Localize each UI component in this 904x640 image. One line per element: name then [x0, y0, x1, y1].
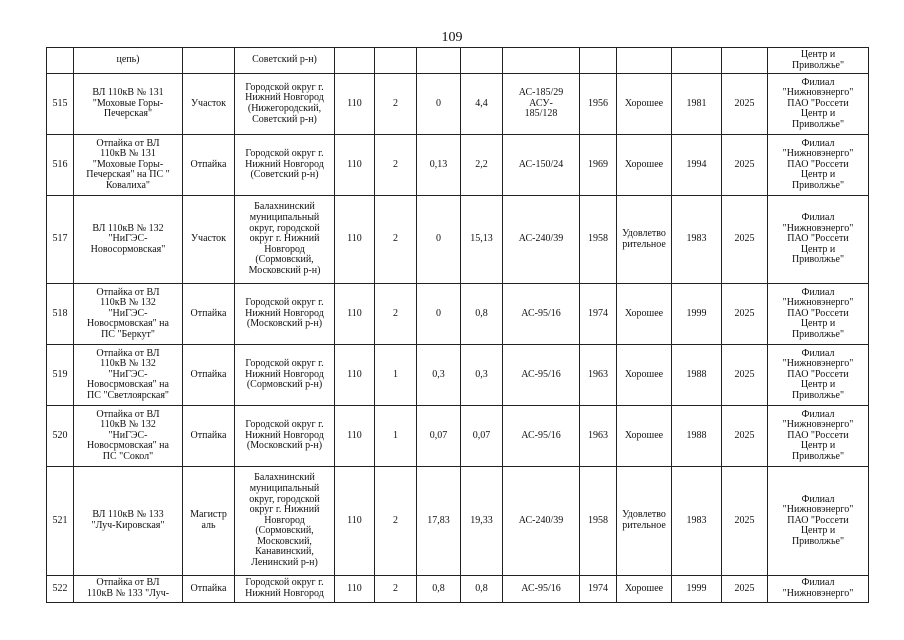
cell-year-built: 1963 — [580, 406, 617, 467]
cell-wire: АС-240/39 — [503, 467, 580, 576]
cell-condition: Хорошее — [617, 406, 672, 467]
cell-owner: Филиал "Нижновэнерго" ПАО "Россети Центр и Приволжье" — [768, 74, 869, 135]
cell-length-b: 15,13 — [461, 196, 503, 284]
cell-location: Городской округ г. Нижний Новгород — [235, 576, 335, 603]
cell-year-repair: 1999 — [672, 284, 722, 345]
cell-voltage: 110 — [335, 345, 375, 406]
table-row — [47, 345, 869, 406]
cell-name: Отпайка от ВЛ 110кВ № 132 "НиГЭС- Новосрмовская" на ПС "Светлоярская" — [74, 345, 183, 406]
table-row — [47, 48, 869, 74]
cell-year-repair: 1983 — [672, 196, 722, 284]
cell-owner: Филиал "Нижновэнерго" ПАО "Россети Центр и Приволжье" — [768, 467, 869, 576]
table-row — [47, 406, 869, 467]
cell-owner: Филиал "Нижновэнерго" ПАО "Россети Центр и Приволжье" — [768, 284, 869, 345]
cell-length-a: 0 — [417, 196, 461, 284]
cell-name: ВЛ 110кВ № 131 "Моховые Горы- Печерская" — [74, 74, 183, 135]
cell-condition: Удовлетво рительное — [617, 467, 672, 576]
cell-year-plan: 2025 — [722, 74, 768, 135]
cell-type: Отпайка — [183, 576, 235, 603]
cell-year-built: 1974 — [580, 576, 617, 603]
cell-location: Городской округ г. Нижний Новгород (Нижегородский, Советский р-н) — [235, 74, 335, 135]
cell-owner: Филиал "Нижновэнерго" ПАО "Россети Центр и Приволжье" — [768, 135, 869, 196]
cell-year-repair: 1983 — [672, 467, 722, 576]
cell-circuits: 1 — [375, 345, 417, 406]
cell-year-built: 1958 — [580, 467, 617, 576]
cell-year-built: 1974 — [580, 284, 617, 345]
cell-length-b: 0,8 — [461, 284, 503, 345]
cell-type — [183, 48, 235, 74]
cell-type: Участок — [183, 74, 235, 135]
cell-year-plan: 2025 — [722, 406, 768, 467]
cell-year-plan: 2025 — [722, 196, 768, 284]
cell-year-repair: 1994 — [672, 135, 722, 196]
cell-circuits: 2 — [375, 576, 417, 603]
cell-no: 521 — [47, 467, 74, 576]
cell-length-a: 0,3 — [417, 345, 461, 406]
cell-length-b: 0,3 — [461, 345, 503, 406]
cell-wire: АС-95/16 — [503, 576, 580, 603]
cell-no: 517 — [47, 196, 74, 284]
cell-voltage: 110 — [335, 74, 375, 135]
cell-wire: АС-240/39 — [503, 196, 580, 284]
cell-length-a: 17,83 — [417, 467, 461, 576]
table-body — [47, 48, 869, 603]
cell-condition: Хорошее — [617, 284, 672, 345]
cell-circuits: 2 — [375, 196, 417, 284]
cell-voltage: 110 — [335, 406, 375, 467]
cell-type: Отпайка — [183, 345, 235, 406]
cell-length-a: 0,8 — [417, 576, 461, 603]
cell-length-a: 0 — [417, 284, 461, 345]
cell-wire: АС-95/16 — [503, 345, 580, 406]
cell-year-repair: 1988 — [672, 406, 722, 467]
cell-location: Городской округ г. Нижний Новгород (Советский р-н) — [235, 135, 335, 196]
cell-year-plan: 2025 — [722, 576, 768, 603]
cell-year-repair: 1999 — [672, 576, 722, 603]
cell-circuits: 2 — [375, 284, 417, 345]
cell-year-repair: 1988 — [672, 345, 722, 406]
cell-year-plan: 2025 — [722, 284, 768, 345]
cell-length-b: 4,4 — [461, 74, 503, 135]
cell-location: Городской округ г. Нижний Новгород (Московский р-н) — [235, 406, 335, 467]
cell-year-built: 1963 — [580, 345, 617, 406]
cell-year-built — [580, 48, 617, 74]
cell-circuits: 1 — [375, 406, 417, 467]
power-lines-table — [46, 47, 869, 603]
cell-type: Магистр аль — [183, 467, 235, 576]
cell-year-plan: 2025 — [722, 135, 768, 196]
cell-name: ВЛ 110кВ № 133 "Луч-Кировская" — [74, 467, 183, 576]
cell-condition: Удовлетво рительное — [617, 196, 672, 284]
cell-type: Отпайка — [183, 135, 235, 196]
cell-no: 520 — [47, 406, 74, 467]
cell-location: Балахнинский муниципальный округ, городской округ г. Нижний Новгород (Сормовский, Московский р-н) — [235, 196, 335, 284]
cell-length-a: 0,07 — [417, 406, 461, 467]
cell-wire: АС-185/29 АСУ- 185/128 — [503, 74, 580, 135]
cell-length-b: 0,07 — [461, 406, 503, 467]
cell-type: Участок — [183, 196, 235, 284]
cell-year-built: 1956 — [580, 74, 617, 135]
cell-name: ВЛ 110кВ № 132 "НиГЭС- Новосормовская" — [74, 196, 183, 284]
cell-name: Отпайка от ВЛ 110кВ № 131 "Моховые Горы- Печерская" на ПС " Ковалиха" — [74, 135, 183, 196]
cell-wire: АС-150/24 — [503, 135, 580, 196]
table-row — [47, 74, 869, 135]
table-row — [47, 467, 869, 576]
cell-owner: Филиал "Нижновэнерго" ПАО "Россети Центр и Приволжье" — [768, 196, 869, 284]
table-row — [47, 576, 869, 603]
cell-voltage: 110 — [335, 135, 375, 196]
cell-voltage: 110 — [335, 467, 375, 576]
cell-name: Отпайка от ВЛ 110кВ № 133 "Луч- — [74, 576, 183, 603]
page-number: 109 — [441, 30, 463, 45]
cell-condition: Хорошее — [617, 135, 672, 196]
cell-owner: Филиал "Нижновэнерго" ПАО "Россети Центр и Приволжье" — [768, 345, 869, 406]
cell-voltage: 110 — [335, 284, 375, 345]
cell-wire: АС-95/16 — [503, 406, 580, 467]
cell-length-b — [461, 48, 503, 74]
cell-owner: Филиал "Нижновэнерго" — [768, 576, 869, 603]
cell-year-plan: 2025 — [722, 467, 768, 576]
cell-year-built: 1958 — [580, 196, 617, 284]
cell-no: 515 — [47, 74, 74, 135]
cell-length-a: 0,13 — [417, 135, 461, 196]
cell-year-repair — [672, 48, 722, 74]
cell-type: Отпайка — [183, 406, 235, 467]
cell-owner: Филиал "Нижновэнерго" ПАО "Россети Центр и Приволжье" — [768, 406, 869, 467]
cell-year-plan: 2025 — [722, 345, 768, 406]
cell-length-b: 2,2 — [461, 135, 503, 196]
cell-circuits — [375, 48, 417, 74]
table-row — [47, 196, 869, 284]
cell-wire: АС-95/16 — [503, 284, 580, 345]
cell-no — [47, 48, 74, 74]
cell-no: 516 — [47, 135, 74, 196]
cell-no: 519 — [47, 345, 74, 406]
cell-year-repair: 1981 — [672, 74, 722, 135]
cell-location: Городской округ г. Нижний Новгород (Сормовский р-н) — [235, 345, 335, 406]
table-row — [47, 284, 869, 345]
table-row — [47, 135, 869, 196]
cell-voltage: 110 — [335, 576, 375, 603]
cell-circuits: 2 — [375, 467, 417, 576]
cell-circuits: 2 — [375, 74, 417, 135]
cell-no: 518 — [47, 284, 74, 345]
cell-year-built: 1969 — [580, 135, 617, 196]
cell-condition: Хорошее — [617, 74, 672, 135]
cell-length-b: 0,8 — [461, 576, 503, 603]
cell-length-b: 19,33 — [461, 467, 503, 576]
cell-length-a — [417, 48, 461, 74]
cell-type: Отпайка — [183, 284, 235, 345]
cell-name: цепь) — [74, 48, 183, 74]
cell-year-plan — [722, 48, 768, 74]
cell-condition: Хорошее — [617, 345, 672, 406]
cell-name: Отпайка от ВЛ 110кВ № 132 "НиГЭС- Новосрмовская" на ПС "Беркут" — [74, 284, 183, 345]
cell-location: Балахнинский муниципальный округ, городской округ г. Нижний Новгород (Сормовский, Московский, Канавинский, Ленинский р-н) — [235, 467, 335, 576]
cell-owner: Центр и Приволжье" — [768, 48, 869, 74]
cell-location: Городской округ г. Нижний Новгород (Московский р-н) — [235, 284, 335, 345]
cell-voltage: 110 — [335, 196, 375, 284]
cell-condition: Хорошее — [617, 576, 672, 603]
cell-wire — [503, 48, 580, 74]
cell-voltage — [335, 48, 375, 74]
cell-length-a: 0 — [417, 74, 461, 135]
cell-name: Отпайка от ВЛ 110кВ № 132 "НиГЭС- Новосрмовская" на ПС "Сокол" — [74, 406, 183, 467]
cell-condition — [617, 48, 672, 74]
cell-location: Советский р-н) — [235, 48, 335, 74]
cell-circuits: 2 — [375, 135, 417, 196]
cell-no: 522 — [47, 576, 74, 603]
